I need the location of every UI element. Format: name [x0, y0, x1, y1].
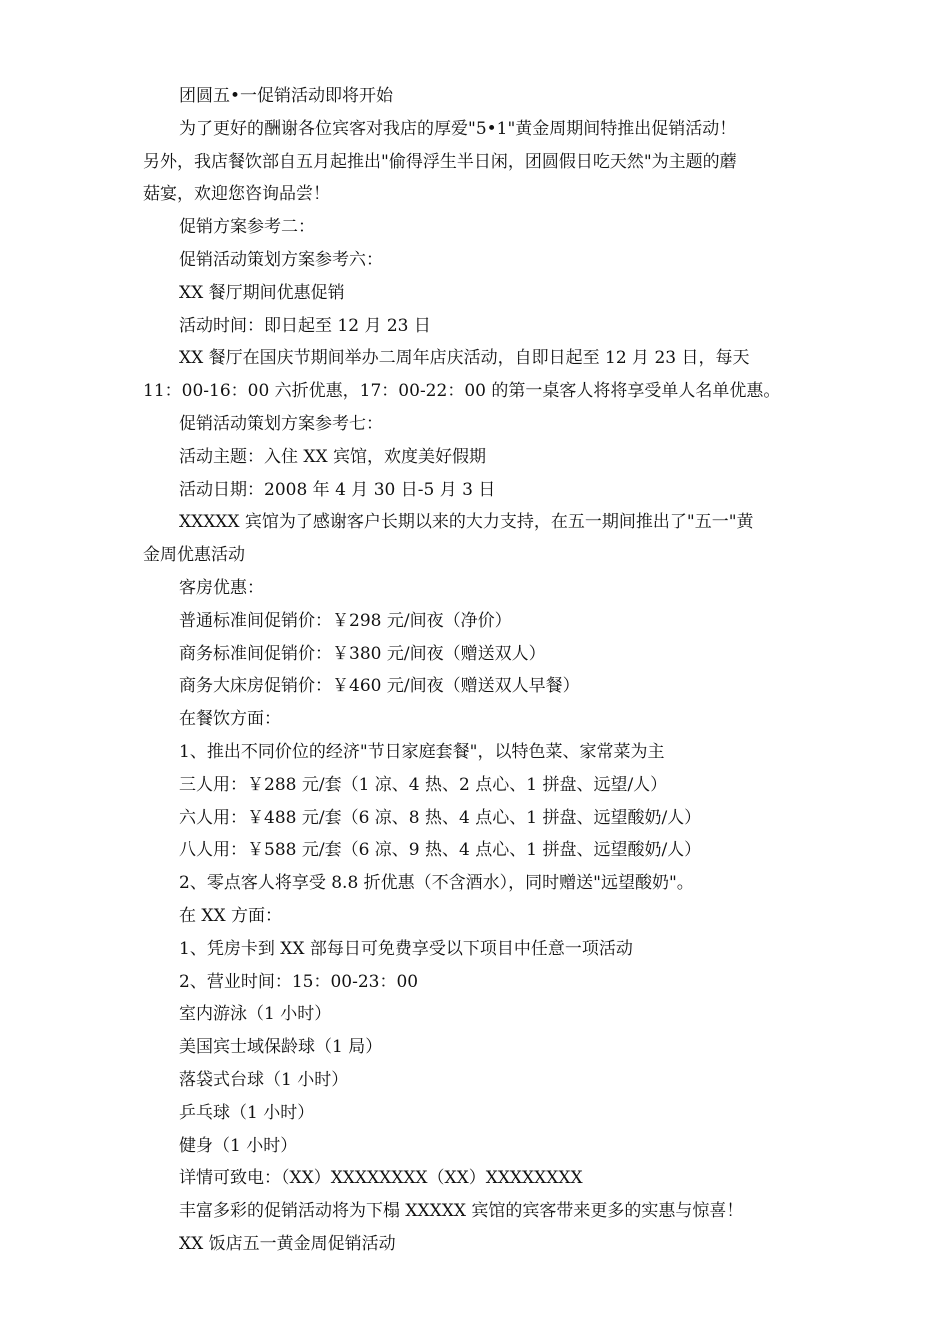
text-line: 普通标准间促销价：￥298 元/间夜（净价）: [179, 610, 512, 631]
text-line: 2、营业时间：15：00-23：00: [179, 971, 419, 992]
text-line: 健身（1 小时）: [179, 1135, 298, 1156]
text-line: 落袋式台球（1 小时）: [179, 1069, 349, 1090]
text-line: XX 饭店五一黄金周促销活动: [179, 1233, 396, 1254]
text-line: 乒乓球（1 小时）: [179, 1102, 315, 1123]
text-line: 促销方案参考二：: [179, 217, 315, 238]
text-line: 促销活动策划方案参考七：: [179, 413, 383, 434]
text-line-title: 团圆五•一促销活动即将开始: [179, 86, 394, 106]
text-line: 八人用：￥588 元/套（6 凉、9 热、4 点心、1 拼盘、远望酸奶/人）: [179, 840, 702, 861]
text-line: XX 餐厅在国庆节期间举办二周年店庆活动，自即日起至 12 月 23 日，每天: [179, 348, 750, 369]
text-line: XX 餐厅期间优惠促销: [179, 282, 345, 303]
text-line: 促销活动策划方案参考六：: [179, 249, 383, 270]
text-line: 活动时间：即日起至 12 月 23 日: [179, 315, 431, 336]
text-line: 活动主题：入住 XX 宾馆，欢度美好假期: [179, 446, 487, 467]
text-line: 1、凭房卡到 XX 部每日可免费享受以下项目中任意一项活动: [179, 938, 633, 959]
text-line: 商务大床房促销价：￥460 元/间夜（赠送双人早餐）: [179, 676, 580, 697]
text-line: 六人用：￥488 元/套（6 凉、8 热、4 点心、1 拼盘、远望酸奶/人）: [179, 807, 702, 828]
text-line: 11：00-16：00 六折优惠，17：00-22：00 的第一桌客人将将享受单人名单优惠。: [143, 381, 781, 402]
text-line: 在餐饮方面：: [179, 709, 281, 730]
text-line: 三人用：￥288 元/套（1 凉、4 热、2 点心、1 拼盘、远望/人）: [179, 774, 668, 795]
text-line: 另外，我店餐饮部自五月起推出"偷得浮生半日闲，团圆假日吃天然"为主题的蘑: [143, 151, 737, 172]
text-line: 1、推出不同价位的经济"节日家庭套餐"，以特色菜、家常菜为主: [179, 741, 665, 762]
text-line: 为了更好的酬谢各位宾客对我店的厚爱"5•1"黄金周期间特推出促销活动！: [179, 118, 737, 139]
text-line: 丰富多彩的促销活动将为下榻 XXXXX 宾馆的宾客带来更多的实惠与惊喜！: [179, 1201, 744, 1222]
text-line: 2、零点客人将享受 8.8 折优惠（不含酒水），同时赠送"远望酸奶"。: [179, 873, 694, 894]
text-line: 室内游泳（1 小时）: [179, 1004, 332, 1025]
text-line: 金周优惠活动: [143, 545, 245, 566]
text-line: 在 XX 方面：: [179, 905, 283, 926]
text-line: XXXXX 宾馆为了感谢客户长期以来的大力支持，在五一期间推出了"五一"黄: [179, 512, 754, 533]
text-line: 详情可致电：（XX）XXXXXXXX（XX）XXXXXXXX: [179, 1168, 583, 1189]
text-line: 菇宴，欢迎您咨询品尝！: [143, 184, 330, 205]
text-line: 美国宾士域保龄球（1 局）: [179, 1037, 383, 1058]
text-line: 客房优惠：: [179, 577, 264, 598]
text-line: 活动日期：2008 年 4 月 30 日-5 月 3 日: [179, 479, 496, 500]
text-line: 商务标准间促销价：￥380 元/间夜（赠送双人）: [179, 643, 546, 664]
document-body: [143, 80, 813, 1261]
